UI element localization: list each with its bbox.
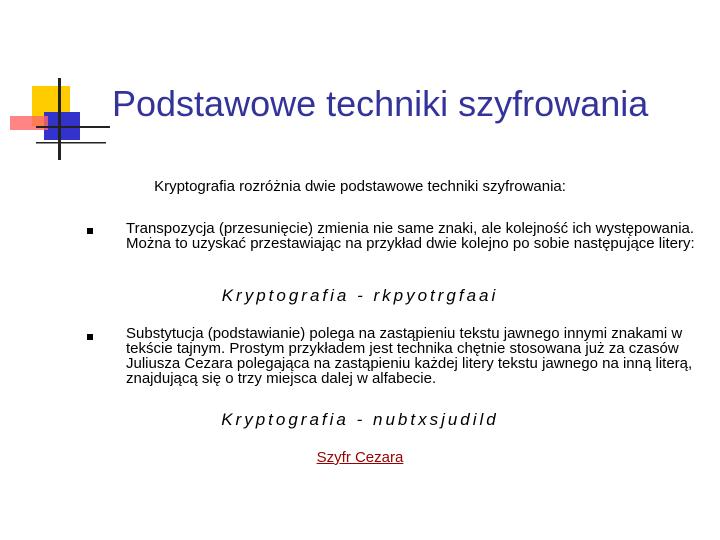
transposition-paragraph: [126, 221, 696, 251]
transposition-example: Kryptografia - rkpyotrgfaai: [221, 286, 499, 305]
bullet-icon: [87, 228, 93, 234]
transposition-description: (przesunięcie) zmienia nie same znaki, ale kolejność ich występowania. Można to uzyskać przestawiając na przykład dwie kolejno po sobie następujące litery:: [126, 220, 695, 252]
slide-title: Podstawowe techniki szyfrowania: [112, 83, 649, 124]
substitution-description: (podstawianie) polega na zastąpieniu tekstu jawnego innymi znakami w tekście tajnym. Prostym przykładem jest technika chętnie stosowana już za czasów Juliusza Cezara polegająca na zastąpieniu każdej litery tekstu jawnego na inną literą, znajdującą się o trzy miejsca dalej w alfabecie.: [126, 325, 693, 387]
substitution-paragraph: [126, 326, 696, 386]
slide-decoration-logo: [0, 0, 110, 165]
substitution-term: Substytucja: [126, 325, 204, 342]
substitution-example: Kryptografia - nubtxsjudild: [221, 410, 499, 429]
bullet-icon: [87, 334, 93, 340]
intro-text: Kryptografia rozróżnia dwie podstawowe techniki szyfrowania:: [154, 178, 566, 195]
caesar-cipher-link[interactable]: Szyfr Cezara: [316, 449, 404, 466]
transposition-term: Transpozycja: [126, 220, 215, 237]
